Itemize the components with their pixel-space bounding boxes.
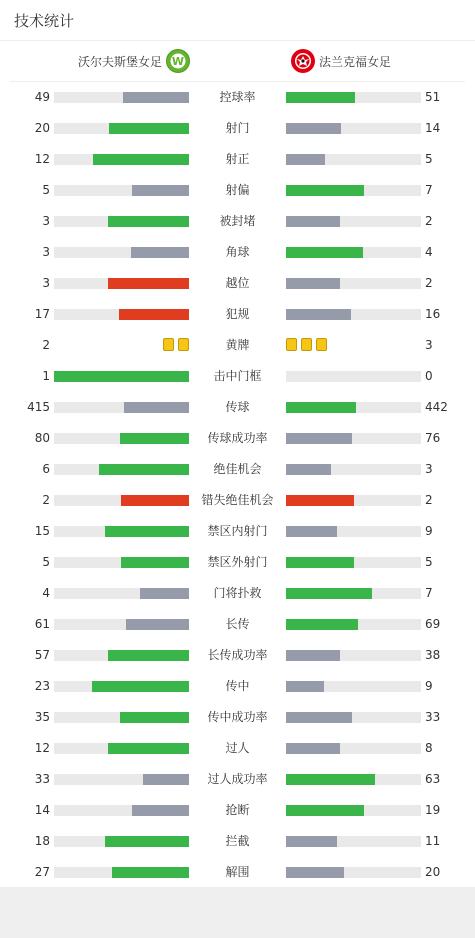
away-bar (286, 123, 421, 134)
stat-row (0, 679, 475, 710)
away-bar-fill (286, 402, 356, 413)
away-bar (286, 867, 421, 878)
away-bar (286, 557, 421, 568)
away-value: 5 (425, 555, 433, 569)
stat-row (0, 183, 475, 214)
home-bar (54, 123, 189, 134)
away-bar (286, 774, 421, 785)
home-value: 18 (34, 834, 50, 848)
home-value: 3 (42, 276, 50, 290)
home-team-name: 沃尔夫斯堡女足 (78, 54, 163, 69)
home-bar (54, 371, 189, 382)
away-bar-fill (286, 278, 340, 289)
away-bar-fill (286, 495, 354, 506)
stat-row (0, 400, 475, 431)
stat-row (0, 555, 475, 586)
away-bar (286, 309, 421, 320)
home-bar-fill (92, 681, 189, 692)
stat-label: 过人成功率 (207, 772, 268, 786)
away-bar (286, 805, 421, 816)
stat-label: 解围 (225, 865, 250, 879)
away-bar-fill (286, 92, 355, 103)
away-bar (286, 619, 421, 630)
home-bar (54, 92, 189, 103)
away-value: 3 (425, 462, 433, 476)
home-bar (54, 495, 189, 506)
home-bar (54, 743, 189, 754)
away-bar-fill (286, 712, 352, 723)
stat-row (0, 121, 475, 152)
home-bar (54, 650, 189, 661)
home-value: 3 (42, 214, 50, 228)
away-value: 4 (425, 245, 433, 259)
home-bar (54, 402, 189, 413)
section-title: 技术统计 (14, 12, 75, 30)
home-bar-fill (108, 278, 189, 289)
away-bar (286, 743, 421, 754)
away-value: 38 (425, 648, 441, 662)
away-value: 2 (425, 276, 433, 290)
home-bar-fill (121, 495, 189, 506)
away-bar-fill (286, 247, 363, 258)
away-bar-fill (286, 557, 354, 568)
stat-label: 绝佳机会 (213, 462, 262, 476)
stat-row (0, 338, 475, 369)
stat-row (0, 803, 475, 834)
stat-row (0, 431, 475, 462)
away-bar-fill (286, 743, 340, 754)
stat-row (0, 524, 475, 555)
home-bar-fill (123, 92, 189, 103)
away-bar-fill (286, 154, 325, 165)
home-bar (54, 774, 189, 785)
stat-row (0, 617, 475, 648)
home-bar-fill (112, 867, 189, 878)
away-bar-fill (286, 526, 337, 537)
home-yellow-cards (163, 338, 189, 352)
stat-label: 越位 (225, 276, 250, 290)
away-value: 9 (425, 679, 433, 693)
home-value: 17 (34, 307, 50, 321)
stat-label: 犯规 (225, 307, 250, 321)
away-bar (286, 495, 421, 506)
stat-label: 抢断 (225, 803, 250, 817)
away-bar-fill (286, 123, 341, 134)
away-value: 2 (425, 214, 433, 228)
home-bar-fill (105, 526, 189, 537)
away-bar (286, 712, 421, 723)
stat-label: 长传成功率 (207, 648, 268, 662)
away-bar-fill (286, 867, 344, 878)
stat-label: 击中门框 (213, 369, 262, 383)
away-value: 16 (425, 307, 441, 321)
home-team-header (78, 48, 190, 74)
away-value: 20 (425, 865, 441, 879)
stat-label: 过人 (225, 741, 250, 755)
away-bar-fill (286, 216, 340, 227)
stat-row (0, 741, 475, 772)
home-bar-fill (105, 836, 189, 847)
stat-label: 拦截 (225, 834, 250, 848)
home-value: 12 (34, 152, 50, 166)
stat-label: 射门 (225, 121, 250, 135)
away-bar (286, 185, 421, 196)
home-bar (54, 588, 189, 599)
away-bar-fill (286, 681, 324, 692)
stat-row (0, 586, 475, 617)
stat-label: 控球率 (219, 90, 256, 104)
away-bar-fill (286, 309, 351, 320)
home-value: 3 (42, 245, 50, 259)
home-value: 2 (42, 338, 50, 352)
stat-row (0, 152, 475, 183)
stat-label: 长传 (225, 617, 250, 631)
away-value: 5 (425, 152, 433, 166)
away-bar (286, 216, 421, 227)
stat-row (0, 276, 475, 307)
home-bar (54, 836, 189, 847)
away-value: 3 (425, 338, 433, 352)
home-value: 33 (34, 772, 50, 786)
stat-label: 射偏 (225, 183, 250, 197)
away-bar-fill (286, 836, 337, 847)
eagle-logo-icon (291, 49, 315, 73)
home-bar-fill (121, 557, 189, 568)
home-bar-fill (119, 309, 189, 320)
away-value: 76 (425, 431, 441, 445)
home-value: 57 (34, 648, 50, 662)
home-bar (54, 247, 189, 258)
away-value: 19 (425, 803, 441, 817)
home-value: 1 (42, 369, 50, 383)
away-bar (286, 278, 421, 289)
home-value: 23 (34, 679, 50, 693)
stat-label: 传球成功率 (207, 431, 268, 445)
away-team-name: 法兰克福女足 (319, 54, 392, 69)
home-bar (54, 557, 189, 568)
away-bar (286, 433, 421, 444)
stat-label: 传球 (225, 400, 250, 414)
home-bar (54, 185, 189, 196)
home-bar-fill (108, 743, 189, 754)
home-value: 35 (34, 710, 50, 724)
home-value: 4 (42, 586, 50, 600)
away-bar (286, 92, 421, 103)
home-bar-fill (132, 185, 189, 196)
yellow-card-icon (316, 338, 327, 351)
away-bar-fill (286, 650, 340, 661)
home-bar-fill (108, 216, 189, 227)
away-value: 51 (425, 90, 441, 104)
away-value: 2 (425, 493, 433, 507)
home-bar-fill (124, 402, 189, 413)
stat-row (0, 772, 475, 803)
away-bar-fill (286, 805, 364, 816)
stat-label: 黄牌 (225, 338, 250, 352)
away-value: 7 (425, 586, 433, 600)
away-yellow-cards (286, 338, 327, 352)
away-value: 11 (425, 834, 441, 848)
home-value: 80 (34, 431, 50, 445)
away-bar-fill (286, 774, 375, 785)
home-bar-fill (120, 433, 189, 444)
home-value: 49 (34, 90, 50, 104)
wolfsburg-logo-letter: W (171, 55, 185, 68)
away-bar (286, 526, 421, 537)
yellow-card-icon (301, 338, 312, 351)
stat-label: 禁区内射门 (207, 524, 268, 538)
divider (0, 40, 475, 41)
home-bar (54, 216, 189, 227)
stat-row (0, 90, 475, 121)
stat-row (0, 369, 475, 400)
home-value: 20 (34, 121, 50, 135)
stat-label: 门将扑救 (213, 586, 262, 600)
home-bar-fill (120, 712, 189, 723)
home-value: 15 (34, 524, 50, 538)
away-bar-fill (286, 619, 358, 630)
home-bar (54, 464, 189, 475)
stat-label: 被封堵 (219, 214, 256, 228)
away-bar-fill (286, 433, 352, 444)
away-bar-fill (286, 464, 331, 475)
stat-row (0, 834, 475, 865)
home-value: 5 (42, 183, 50, 197)
home-bar-fill (54, 371, 189, 382)
stat-row (0, 214, 475, 245)
home-value: 12 (34, 741, 50, 755)
home-bar (54, 309, 189, 320)
away-bar (286, 836, 421, 847)
yellow-card-icon (178, 338, 189, 351)
stat-row (0, 245, 475, 276)
home-bar (54, 805, 189, 816)
away-bar-fill (286, 588, 372, 599)
home-value: 2 (42, 493, 50, 507)
away-bar (286, 371, 421, 382)
home-value: 5 (42, 555, 50, 569)
away-value: 33 (425, 710, 441, 724)
home-bar-fill (132, 805, 189, 816)
away-value: 7 (425, 183, 433, 197)
home-value: 6 (42, 462, 50, 476)
wolfsburg-logo-icon (166, 49, 190, 73)
away-bar-fill (286, 185, 364, 196)
away-bar (286, 681, 421, 692)
away-team-header (291, 48, 391, 74)
stat-row (0, 462, 475, 493)
home-bar (54, 712, 189, 723)
home-bar-fill (140, 588, 189, 599)
stat-label: 传中成功率 (207, 710, 268, 724)
away-bar (286, 247, 421, 258)
home-bar-fill (131, 247, 189, 258)
away-value: 63 (425, 772, 441, 786)
yellow-card-icon (286, 338, 297, 351)
away-bar (286, 154, 421, 165)
stat-label: 错失绝佳机会 (201, 493, 274, 507)
away-value: 0 (425, 369, 433, 383)
away-bar (286, 650, 421, 661)
home-bar-fill (93, 154, 189, 165)
home-bar-fill (143, 774, 189, 785)
stat-label: 禁区外射门 (207, 555, 268, 569)
home-bar (54, 433, 189, 444)
home-bar-fill (108, 650, 189, 661)
away-value: 8 (425, 741, 433, 755)
away-value: 14 (425, 121, 441, 135)
stat-label: 射正 (225, 152, 250, 166)
away-value: 442 (425, 400, 448, 414)
away-value: 9 (425, 524, 433, 538)
divider (10, 81, 465, 82)
home-bar (54, 526, 189, 537)
home-bar-fill (109, 123, 189, 134)
stat-label: 传中 (225, 679, 250, 693)
home-bar (54, 681, 189, 692)
stat-label: 角球 (225, 245, 250, 259)
away-bar (286, 464, 421, 475)
home-value: 61 (34, 617, 50, 631)
stat-row (0, 648, 475, 679)
home-bar (54, 619, 189, 630)
stat-row (0, 493, 475, 524)
home-value: 27 (34, 865, 50, 879)
home-bar (54, 278, 189, 289)
stat-row (0, 307, 475, 338)
stat-row (0, 710, 475, 741)
home-value: 415 (27, 400, 50, 414)
stat-row (0, 865, 475, 896)
away-bar (286, 402, 421, 413)
home-bar (54, 154, 189, 165)
home-value: 14 (34, 803, 50, 817)
home-bar (54, 867, 189, 878)
away-bar (286, 588, 421, 599)
home-bar-fill (99, 464, 189, 475)
yellow-card-icon (163, 338, 174, 351)
away-value: 69 (425, 617, 441, 631)
home-bar-fill (126, 619, 189, 630)
